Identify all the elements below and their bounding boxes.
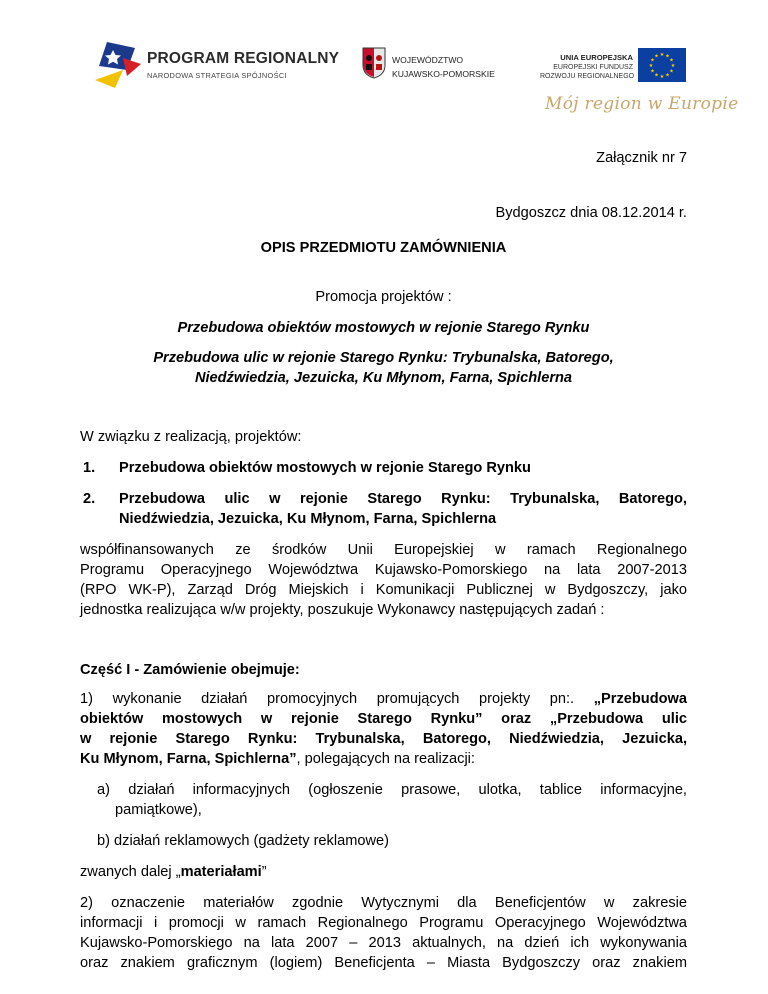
called-prefix: zwanych dalej „ <box>80 864 181 880</box>
program-regionalny-subtitle: NARODOWA STRATEGIA SPÓJNOŚCI <box>147 71 287 80</box>
svg-text:★: ★ <box>659 74 665 80</box>
item-2-line2: informacji i promocji w ramach Regionalnego Programu Operacyjnego Województwa <box>80 915 687 931</box>
svg-text:★: ★ <box>654 53 659 60</box>
item-1-line2: obiektów mostowych w rejonie Starego Rynku” oraz „Przebudowa ulic <box>80 711 687 727</box>
item-2-line1: 2) oznaczenie materiałów zgodnie Wytycznymi dla Beneficjentów w zakresie <box>80 895 687 911</box>
sub-item-a-line1: a) działań informacyjnych (ogłoszenie prasowe, ulotka, tablice informacyjne, <box>97 782 687 798</box>
list-number-2: 2. <box>83 491 96 507</box>
svg-text:★: ★ <box>670 63 676 69</box>
eu-flag-icon <box>638 48 686 82</box>
coat-of-arms-icon <box>362 47 386 79</box>
promo-label: Promocja projektów : <box>315 289 452 305</box>
called-bold: materiałami <box>180 864 262 880</box>
item-1-line3: w rejonie Starego Rynku: Trybunalska, Batorego, Niedźwiedzia, Jezuicka, <box>80 731 687 747</box>
svg-text:★: ★ <box>650 57 655 64</box>
item-2-line3: Kujawsko-Pomorskiego na lata 2007 – 2013 aktualnych, na dzień ich wykonywania <box>80 935 687 951</box>
project-2-title-line2: Niedźwiedzia, Jezuicka, Ku Młynom, Farna, Spichlerna <box>194 370 573 386</box>
paragraph-1-line2: Programu Operacyjnego Województwa Kujawsko-Pomorskiego na lata 2007-2013 <box>80 562 687 578</box>
tagline: Mój region w Europie <box>545 94 739 114</box>
region-name-line1: WOJEWÓDZTWO <box>392 55 464 65</box>
paragraph-1-line3: (RPO WK-P), Zarząd Dróg Miejskich i Komunikacji Publicznej w Bydgoszczy, jako <box>80 582 687 598</box>
called-materials <box>80 862 267 882</box>
svg-text:★: ★ <box>648 63 654 69</box>
svg-text:★: ★ <box>659 52 665 58</box>
region-coat-of-arms <box>362 47 386 79</box>
item-1-line1-bold: „Przebudowa <box>593 691 687 707</box>
item-2-line4: oraz znakiem graficznym (logiem) Beneficjenta – Miasta Bydgoszczy oraz znakiem <box>80 955 687 971</box>
eu-label-line2: EUROPEJSKI FUNDUSZ <box>553 64 633 71</box>
sub-item-b: b) działań reklamowych (gadżety reklamowe) <box>97 833 389 849</box>
project-1-title: Przebudowa obiektów mostowych w rejonie Starego Rynku <box>177 320 590 336</box>
svg-text:★: ★ <box>665 72 670 79</box>
intro-text: W związku z realizacją, projektów: <box>80 429 302 445</box>
list-item-2-line2: Niedźwiedzia, Jezuicka, Ku Młynom, Farna, Spichlerna <box>119 511 497 527</box>
list-item-2-line1: Przebudowa ulic w rejonie Starego Rynku: Trybunalska, Batorego, <box>119 491 687 507</box>
paragraph-1-line1: współfinansowanych ze środków Unii Europejskiej w ramach Regionalnego <box>80 542 687 558</box>
project-2-title-line1: Przebudowa ulic w rejonie Starego Rynku: Trybunalska, Batorego, <box>153 350 614 366</box>
eu-label-line3: ROZWOJU REGIONALNEGO <box>540 73 635 80</box>
svg-text:★: ★ <box>650 68 655 75</box>
eu-flag <box>638 48 686 82</box>
item-1-line1 <box>80 689 687 709</box>
program-regionalny-emblem-icon <box>93 40 143 90</box>
svg-text:★: ★ <box>665 53 670 60</box>
section-heading: Część I - Zamówienie obejmuje: <box>80 662 300 678</box>
attachment-number: Załącznik nr 7 <box>596 150 687 166</box>
eu-label-line1: UNIA EUROPEJSKA <box>560 53 633 62</box>
called-suffix: ” <box>261 864 267 880</box>
item-1-line4 <box>80 749 475 769</box>
sub-item-a-line2: pamiątkowe), <box>115 802 202 818</box>
svg-text:★: ★ <box>654 72 659 79</box>
place-date: Bydgoszcz dnia 08.12.2014 r. <box>495 205 687 221</box>
list-number-1: 1. <box>83 460 96 476</box>
program-regionalny-logo <box>93 40 143 90</box>
item-1-line4-plain: , polegających na realizacji: <box>296 751 475 767</box>
program-regionalny-title: PROGRAM REGIONALNY <box>147 50 340 67</box>
item-1-line4-bold: Ku Młynom, Farna, Spichlerna” <box>80 751 297 767</box>
region-name-line2: KUJAWSKO-POMORSKIE <box>392 69 495 79</box>
item-1-line1-plain: 1) wykonanie działań promocyjnych promujących projekty pn:. <box>80 691 575 707</box>
list-item-1: Przebudowa obiektów mostowych w rejonie Starego Rynku <box>119 460 531 476</box>
svg-text:★: ★ <box>669 57 674 64</box>
svg-text:★: ★ <box>669 68 674 75</box>
paragraph-1-line4: jednostka realizująca w/w projekty, poszukuje Wykonawcy następujących zadań : <box>80 602 605 618</box>
document-title: OPIS PRZEDMIOTU ZAMÓWNIENIA <box>260 240 507 256</box>
